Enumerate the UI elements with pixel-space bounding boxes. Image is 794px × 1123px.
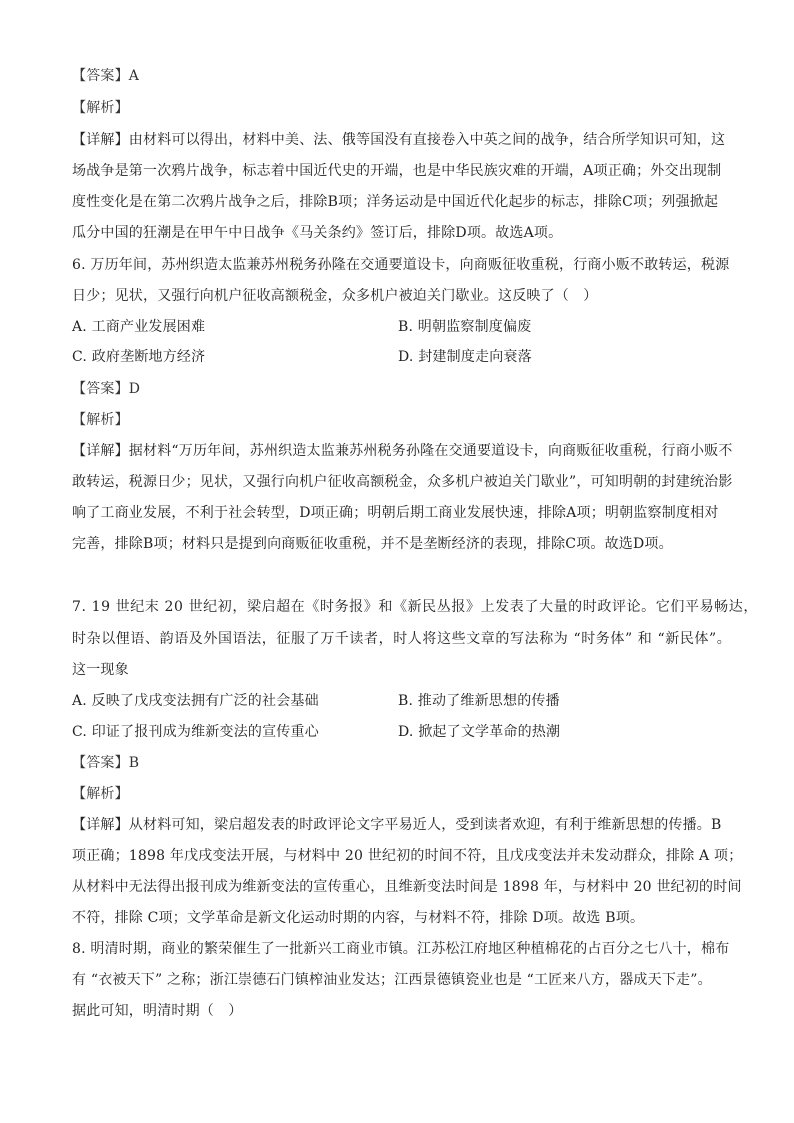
q6-option-a: A. 工商产业发展困难 xyxy=(72,319,206,335)
q5-answer: 【答案】A xyxy=(72,68,140,84)
q5-detail-line-2: 场战争是第一次鸦片战争，标志着中国近代史的开端，也是中华民族灾难的开端，A项正确；外交出现制 xyxy=(72,163,722,179)
q7-detail-line-4: 不符，排除 C项；文学革命是新文化运动时期的内容，与材料不符，排除 D项。故选 B项。 xyxy=(72,910,645,926)
q6-analysis-heading: 【解析】 xyxy=(72,412,129,428)
q6-stem-line-2: 日少；见状，又强行向机户征收高额税金，众多机户被迫关门歇业。这反映了（ ） xyxy=(72,288,598,304)
q8-stem-line-2: 有 “衣被天下” 之称；浙江崇德石门镇榨油业发达；江西景德镇瓷业也是 “工匠来八方，器成天下走”。 xyxy=(72,972,712,988)
q7-stem-line-1: 7. 19 世纪末 20 世纪初，梁启超在《时务报》和《新民丛报》上发表了大量的时政评论。它们平易畅达， xyxy=(72,599,758,615)
q6-option-b: B. 明朝监察制度偏废 xyxy=(398,319,532,335)
q6-detail-line-1: 【详解】据材料“万历年间，苏州织造太监兼苏州税务孙隆在交通要道设卡，向商贩征收重税，行商小贩不 xyxy=(72,443,733,459)
q7-detail-line-3: 从材料中无法得出报刊成为维新变法的宣传重心，且维新变法时间是 1898 年，与材料中 20 世纪初的时间 xyxy=(72,879,742,895)
q5-detail-line-1: 【详解】由材料可以得出，材料中美、法、俄等国没有直接卷入中英之间的战争，结合所学知识可知，这 xyxy=(72,132,726,148)
q6-answer: 【答案】D xyxy=(72,381,141,397)
q5-detail-line-4: 瓜分中国的狂潮是在甲午中日战争《马关条约》签订后，排除D项。故选A项。 xyxy=(72,225,563,241)
q7-option-d: D. 掀起了文学革命的热潮 xyxy=(398,724,561,740)
q6-detail-line-2: 敢转运，税源日少；见状，又强行向机户征收高额税金，众多机户被迫关门歇业”，可知明朝的封建统治影 xyxy=(72,474,733,490)
q8-stem-line-3: 据此可知，明清时期（ ） xyxy=(72,1003,243,1019)
q6-option-c: C. 政府垄断地方经济 xyxy=(72,349,206,365)
q7-detail-line-2: 项正确；1898 年戊戌变法开展，与材料中 20 世纪初的时间不符，且戊戌变法并未发动群众，排除 A 项； xyxy=(72,848,743,864)
q6-stem-line-1: 6. 万历年间，苏州织造太监兼苏州税务孙隆在交通要道设卡，向商贩征收重税，行商小贩不敢转运，税源 xyxy=(72,257,730,273)
q7-option-b: B. 推动了维新思想的传播 xyxy=(398,693,560,709)
q7-answer: 【答案】B xyxy=(72,755,140,771)
q7-stem-line-3: 这一现象 xyxy=(72,662,129,678)
q5-analysis-heading: 【解析】 xyxy=(72,100,129,116)
q7-analysis-heading: 【解析】 xyxy=(72,786,129,802)
q6-detail-line-3: 响了工商业发展，不利于社会转型，D项正确；明朝后期工商业发展快速，排除A项；明朝监察制度相对 xyxy=(72,505,719,521)
q7-option-c: C. 印证了报刊成为维新变法的宣传重心 xyxy=(72,724,319,740)
q7-detail-line-1: 【详解】从材料可知，梁启超发表的时政评论文字平易近人，受到读者欢迎，有利于维新思想的传播。B xyxy=(72,817,722,833)
q6-option-d: D. 封建制度走向衰落 xyxy=(398,349,532,365)
q6-detail-line-4: 完善，排除B项；材料只是提到向商贩征收重税，并不是垄断经济的表现，排除C项。故选D项。 xyxy=(72,536,673,552)
q7-option-a: A. 反映了戊戌变法拥有广泛的社会基础 xyxy=(72,693,319,709)
q5-detail-line-3: 度性变化是在第二次鸦片战争之后，排除B项；洋务运动是中国近代化起步的标志，排除C项；列强掀起 xyxy=(72,194,719,210)
q7-stem-line-2: 时杂以俚语、韵语及外国语法，征服了万千读者，时人将这些文章的写法称为 “时务体” 和 “新民体”。 xyxy=(72,631,732,647)
q8-stem-line-1: 8. 明清时期，商业的繁荣催生了一批新兴工商业市镇。江苏松江府地区种植棉花的占百分之七八十，棉布 xyxy=(72,941,730,957)
